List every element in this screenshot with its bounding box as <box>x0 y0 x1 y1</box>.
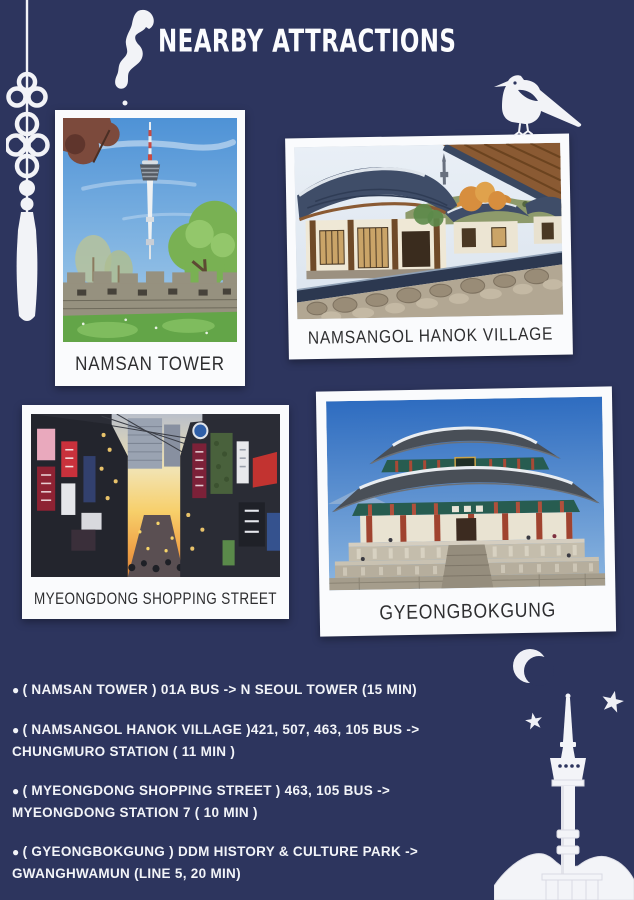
bullet-dot: ● <box>12 683 20 697</box>
photo-card-gyeongbokgung <box>316 386 616 636</box>
photo-card-namsan-tower <box>55 110 245 386</box>
page-title: NEARBY ATTRACTIONS <box>158 24 457 60</box>
bullet-dot: ● <box>12 845 20 859</box>
photo-card-namsangol-hanok-village <box>285 134 573 360</box>
card-caption: GYEONGBOKGUNG <box>379 597 557 624</box>
card-caption: MYEONGDONG SHOPPING STREET <box>34 588 277 608</box>
namsangol-hanok-village-photo <box>294 143 563 320</box>
myeongdong-shopping-street-photo <box>31 414 280 577</box>
direction-item-namsangol-hanok-village: ● ( NAMSANGOL HANOK VILLAGE )421, 507, 463, 105 BUS -> CHUNGMURO STATION ( 11 MIN ) <box>12 722 420 759</box>
namsan-tower-photo <box>63 118 237 342</box>
korean-knot-tassel-icon <box>6 0 50 336</box>
bullet-dot: ● <box>12 723 20 737</box>
n-seoul-tower-icon <box>494 690 634 900</box>
directions-list <box>12 679 512 900</box>
card-caption: NAMSANGOL HANOK VILLAGE <box>307 324 554 349</box>
korea-map-icon <box>108 8 160 108</box>
direction-item-namsan-tower: ● ( NAMSAN TOWER ) 01A BUS -> N SEOUL TOWER (15 MIN) <box>12 682 417 697</box>
magpie-icon <box>482 74 586 138</box>
photo-card-myeongdong-shopping-street <box>22 405 289 619</box>
crescent-moon-icon <box>510 644 554 690</box>
card-caption: NAMSAN TOWER <box>75 352 225 375</box>
direction-item-gyeongbokgung: ● ( GYEONGBOKGUNG ) DDM HISTORY & CULTURE PARK -> GWANGHWAMUN (LINE 5, 20 MIN) <box>12 844 419 881</box>
bullet-dot: ● <box>12 784 20 798</box>
gyeongbokgung-photo <box>326 397 605 591</box>
direction-item-myeongdong-shopping-street: ● ( MYEONGDONG SHOPPING STREET ) 463, 105 BUS -> MYEONGDONG STATION 7 ( 10 MIN ) <box>12 783 391 820</box>
